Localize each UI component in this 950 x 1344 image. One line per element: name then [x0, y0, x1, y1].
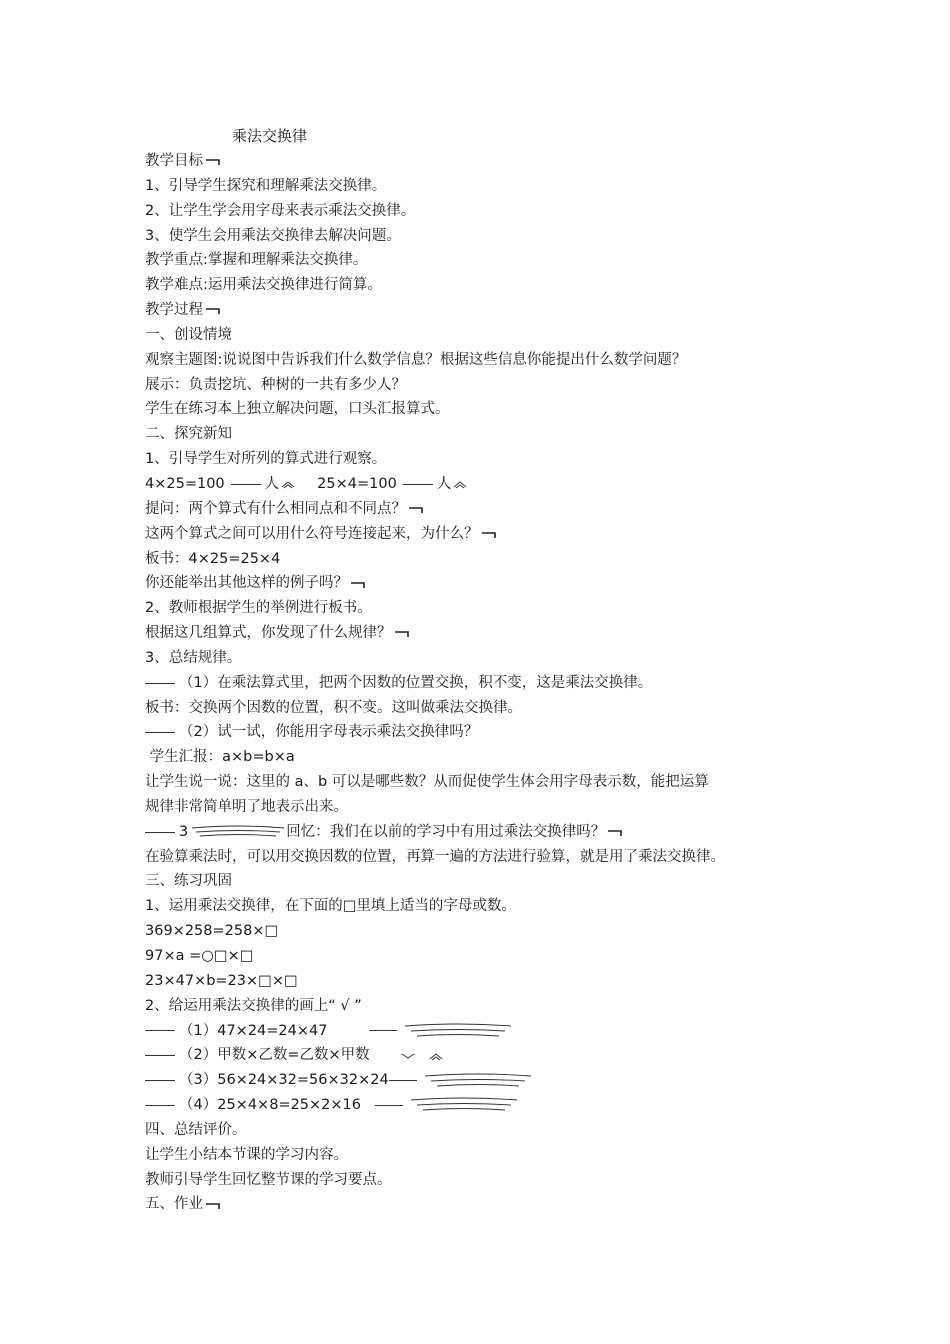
rule-2: （2）试一试，你能用字母表示乘法交换律吗？: [145, 720, 825, 745]
wave-lines-icon: [190, 825, 286, 839]
dash-line: [389, 1080, 417, 1081]
goal-3: 3、使学生会用乘法交换律去解决问题。: [145, 227, 401, 244]
wave-lines-icon: [423, 1073, 533, 1089]
section-5-heading: 五、作业: [145, 1192, 825, 1217]
exercise-2-item-4: （4）25×4×8=25×2×16: [145, 1093, 825, 1118]
return-mark-icon: [350, 579, 366, 589]
step-3: 3、总结规律。: [145, 649, 242, 666]
dash-line: [403, 484, 433, 485]
return-mark-icon: [481, 529, 497, 539]
section-1-line-2: 展示：负责挖坑、种树的一共有多少人？: [145, 376, 406, 393]
process-heading: 教学过程: [145, 298, 825, 323]
section-1-heading: 一、创设情境: [145, 326, 232, 343]
return-mark-icon: [607, 827, 623, 837]
goal-2: 2、让学生学会用字母来表示乘法交换律。: [145, 202, 416, 219]
return-mark-icon: [205, 305, 221, 315]
board-note-2: 板书：交换两个因数的位置，积不变。这叫做乘法交换律。: [145, 699, 522, 716]
question-1: 提问：两个算式有什么相同点和不同点？: [145, 497, 825, 522]
step-1: 1、引导学生对所列的算式进行观察。: [145, 451, 387, 468]
exercise-2: 2、给运用乘法交换律的画上“ √ ”: [145, 997, 362, 1014]
return-mark-icon: [205, 1200, 221, 1210]
dash-line: [375, 1105, 403, 1106]
dash-line: [145, 1030, 175, 1031]
discussion-line-1: 让学生说一说：这里的 a、b 可以是哪些数？从而促使学生体会用字母表示数，能把运算: [145, 774, 709, 791]
goal-1: 1、引导学生探究和理解乘法交换律。: [145, 177, 387, 194]
section-4-heading: 四、总结评价。: [145, 1121, 247, 1138]
dash-line: [145, 832, 175, 833]
equation-1-unit: 人: [264, 475, 280, 492]
verification-note: 在验算乘法时，可以用交换因数的位置，再算一遍的方法进行验算，就是用了乘法交换律。: [145, 848, 725, 865]
dash-line: [145, 683, 175, 684]
dash-line: [231, 484, 261, 485]
equation-row: [145, 472, 825, 497]
document-title: 乘法交换律: [232, 127, 308, 145]
section-4-line-2: 教师引导学生回忆整节课的学习要点。: [145, 1171, 392, 1188]
rule-1: （1）在乘法算式里，把两个因数的位置交换，积不变，这是乘法交换律。: [145, 671, 825, 696]
section-2-heading: 二、探究新知: [145, 426, 232, 443]
discussion-line-2: 规律非常简单明了地表示出来。: [145, 798, 348, 815]
chevron-mark-icon: [281, 479, 295, 489]
dash-line: [145, 1055, 175, 1056]
step-2: 2、教师根据学生的举例进行板书。: [145, 600, 372, 617]
equation-2: 25×4=100: [317, 475, 397, 492]
dash-line: [369, 1030, 397, 1031]
return-mark-icon: [394, 628, 410, 638]
question-2: 这两个算式之间可以用什么符号连接起来，为什么？: [145, 522, 825, 547]
exercise-1-item-1: 369×258=258×□: [145, 923, 279, 940]
question-3: 你还能举出其他这样的例子吗？: [145, 571, 825, 596]
exercise-1: 1、运用乘法交换律，在下面的□里填上适当的字母或数。: [145, 898, 516, 915]
exercise-2-item-2: （2）甲数×乙数=乙数×甲数: [145, 1043, 825, 1068]
return-mark-icon: [408, 504, 424, 514]
section-1-line-3: 学生在练习本上独立解决问题，口头汇报算式。: [145, 401, 450, 418]
section-4-line-1: 让学生小结本节课的学习内容。: [145, 1146, 348, 1163]
board-note-1: 板书：4×25=25×4: [145, 550, 281, 567]
key-point: 教学重点:掌握和理解乘法交换律。: [145, 252, 368, 269]
section-3-heading: 三、练习巩固: [145, 873, 232, 890]
dash-line: [145, 1105, 175, 1106]
rule-3: 3 回忆：我们在以前的学习中有用过乘法交换律吗？: [145, 820, 825, 845]
return-mark-icon: [205, 156, 221, 166]
exercise-1-item-2: 97×a =○□×□: [145, 948, 254, 964]
difficulty: 教学难点:运用乘法交换律进行简算。: [145, 277, 382, 294]
section-1-line-1: 观察主题图:说说图中告诉我们什么数学信息？根据这些信息你能提出什么数学问题？: [145, 351, 687, 368]
question-4: 根据这几组算式，你发现了什么规律？: [145, 621, 825, 646]
wave-lines-icon: [403, 1023, 513, 1039]
equation-2-unit: 人: [436, 475, 452, 492]
document-body: [145, 149, 825, 1217]
exercise-1-item-3: 23×47×b=23×□×□: [145, 972, 298, 989]
exercise-2-item-1: （1）47×24=24×47: [145, 1019, 825, 1044]
rule-3-number: 3: [179, 823, 189, 840]
exercise-2-item-3: （3）56×24×32=56×32×24: [145, 1068, 825, 1093]
dash-line: [145, 732, 175, 733]
check-mark-icon: [401, 1051, 415, 1061]
wave-lines-icon: [409, 1097, 519, 1113]
dash-line: [145, 1080, 175, 1081]
student-report: 学生汇报：a×b=b×a: [145, 749, 295, 766]
equation-1: 4×25=100: [145, 475, 225, 492]
chevron-mark-icon: [453, 479, 467, 489]
chevron-mark-icon: [429, 1051, 443, 1061]
goals-heading: 教学目标: [145, 149, 825, 174]
